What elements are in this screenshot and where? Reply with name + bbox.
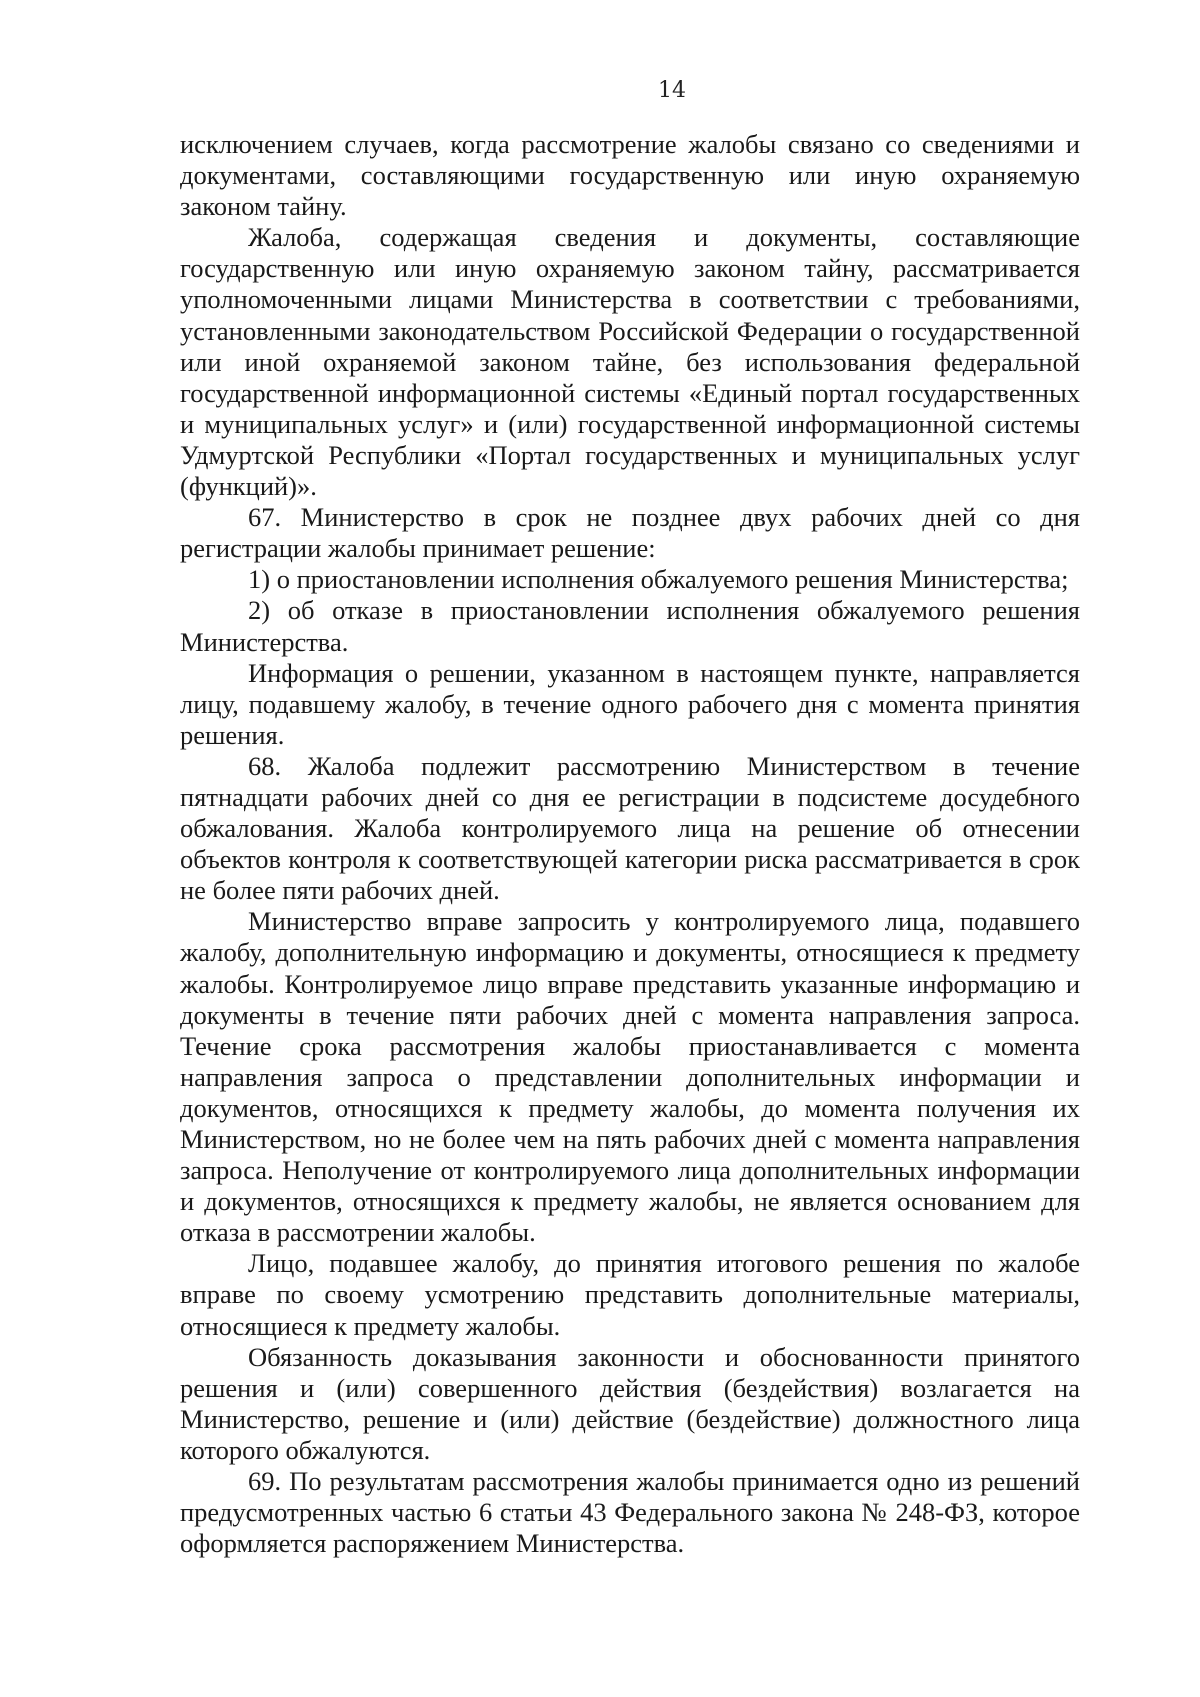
paragraph: Жалоба, содержащая сведения и документы, составляющие государственную или иную охраняемую законом тайну, рассматривается уполномоченными лицами Министерства в соответствии с требованиями, установленными законодательством Российской Федерации о государственной или иной охраняемой законом тайне, без использования федеральной государственной информационной системы «Единый портал государственных и муниципальных услуг» и (или) государственной информационной системы Удмуртской Республики «Портал государственных и муниципальных услуг (функций)».	[180, 222, 1080, 502]
paragraph: исключением случаев, когда рассмотрение жалобы связано со сведениями и документами, составляющими государственную или иную охраняемую законом тайну.	[180, 129, 1080, 222]
paragraph: 2) об отказе в приостановлении исполнения обжалуемого решения Министерства.	[180, 595, 1080, 657]
paragraph: 68. Жалоба подлежит рассмотрению Министерством в течение пятнадцати рабочих дней со дня ее регистрации в подсистеме досудебного обжалования. Жалоба контролируемого лица на решение об отнесении объектов контроля к соответствующей категории риска рассматривается в срок не более пяти рабочих дней.	[180, 750, 1080, 906]
paragraph: Информация о решении, указанном в настоящем пункте, направляется лицу, подавшему жалобу, в течение одного рабочего дня с момента принятия решения.	[180, 657, 1080, 750]
paragraph: 67. Министерство в срок не позднее двух рабочих дней со дня регистрации жалобы принимает решение:	[180, 502, 1080, 564]
document-body	[180, 129, 1080, 1559]
paragraph: Лицо, подавшее жалобу, до принятия итогового решения по жалобе вправе по своему усмотрению представить дополнительные материалы, относящиеся к предмету жалобы.	[180, 1248, 1080, 1341]
paragraph: Обязанность доказывания законности и обоснованности принятого решения и (или) совершенного действия (бездействия) возлагается на Министерство, решение и (или) действие (бездействие) должностного лица которого обжалуются.	[180, 1341, 1080, 1465]
paragraph: Министерство вправе запросить у контролируемого лица, подавшего жалобу, дополнительную информацию и документы, относящиеся к предмету жалобы. Контролируемое лицо вправе представить указанные информацию и документы в течение пяти рабочих дней с момента направления запроса. Течение срока рассмотрения жалобы приостанавливается с момента направления запроса о представлении дополнительных информации и документов, относящихся к предмету жалобы, до момента получения их Министерством, но не более чем на пять рабочих дней с момента направления запроса. Неполучение от контролируемого лица дополнительных информации и документов, относящихся к предмету жалобы, не является основанием для отказа в рассмотрении жалобы.	[180, 906, 1080, 1248]
paragraph: 1) о приостановлении исполнения обжалуемого решения Министерства;	[248, 564, 1069, 595]
paragraph: 69. По результатам рассмотрения жалобы принимается одно из решений предусмотренных частью 6 статьи 43 Федерального закона № 248-ФЗ, которое оформляется распоряжением Министерства.	[180, 1466, 1080, 1559]
page-number: 14	[658, 78, 686, 103]
